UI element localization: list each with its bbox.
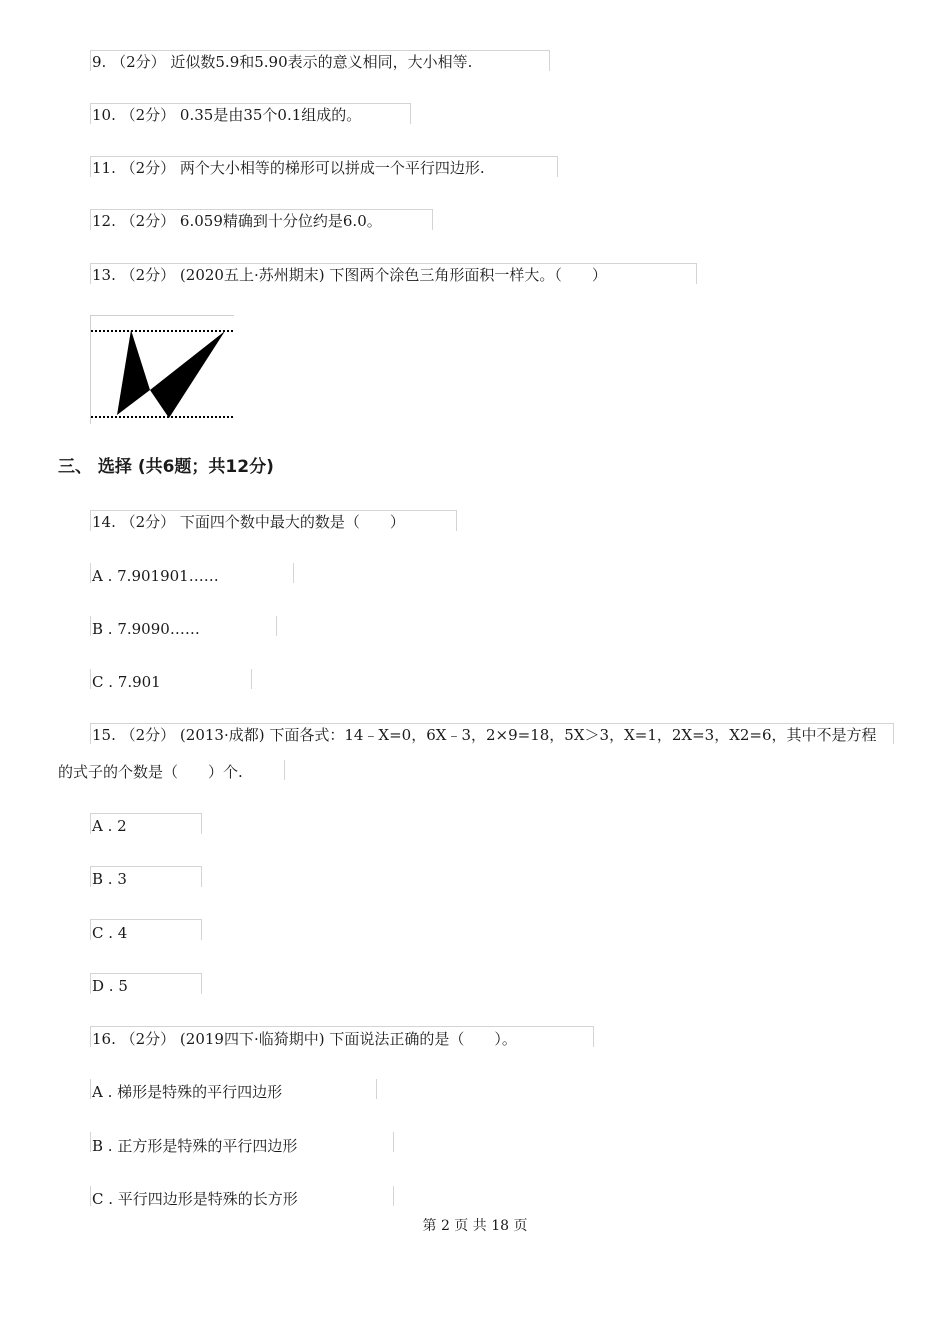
triangles-figure — [90, 315, 234, 424]
q15-option-c[interactable]: C . 4 — [92, 924, 128, 942]
q14-option-c[interactable]: C . 7.901 — [92, 673, 161, 691]
section-3-heading: 三、 选择 (共6题；共12分) — [58, 457, 274, 477]
q14-option-a[interactable]: A . 7.901901…… — [92, 567, 219, 585]
question-10-text: 10. （2分） 0.35是由35个0.1组成的。 — [92, 106, 362, 124]
q15-option-d[interactable]: D . 5 — [92, 977, 128, 995]
triangles-figure-svg — [91, 316, 234, 424]
question-16-stem: 16. （2分） (2019四下·临猗期中) 下面说法正确的是（ ）。 — [92, 1030, 517, 1048]
question-11-text: 11. （2分） 两个大小相等的梯形可以拼成一个平行四边形. — [92, 159, 485, 177]
question-15-stem-line1: 15. （2分） (2013·成都) 下面各式：14﹣X=0，6X﹣3，2×9=18，5X＞3，X=1，2X=3，X2=6，其中不是方程 — [92, 726, 877, 744]
question-14-stem: 14. （2分） 下面四个数中最大的数是（ ） — [92, 513, 405, 531]
q15-option-a[interactable]: A . 2 — [92, 817, 127, 835]
q14-option-b[interactable]: B . 7.9090…… — [92, 620, 200, 638]
shaded-triangle-left — [117, 330, 150, 415]
shaded-triangle-right — [150, 331, 225, 418]
page-footer: 第 2 页 共 18 页 — [422, 1218, 528, 1234]
q15-option-b[interactable]: B . 3 — [92, 870, 127, 888]
question-9-text: 9. （2分） 近似数5.9和5.90表示的意义相同，大小相等. — [92, 53, 473, 71]
q16-option-b[interactable]: B . 正方形是特殊的平行四边形 — [92, 1137, 298, 1155]
question-13-text: 13. （2分） (2020五上·苏州期末) 下图两个涂色三角形面积一样大。（ ） — [92, 266, 607, 284]
q16-option-c[interactable]: C . 平行四边形是特殊的长方形 — [92, 1190, 298, 1208]
question-15-stem-line2: 的式子的个数是（ ）个. — [58, 763, 243, 781]
question-12-text: 12. （2分） 6.059精确到十分位约是6.0。 — [92, 212, 382, 230]
q16-option-a[interactable]: A . 梯形是特殊的平行四边形 — [92, 1083, 283, 1101]
